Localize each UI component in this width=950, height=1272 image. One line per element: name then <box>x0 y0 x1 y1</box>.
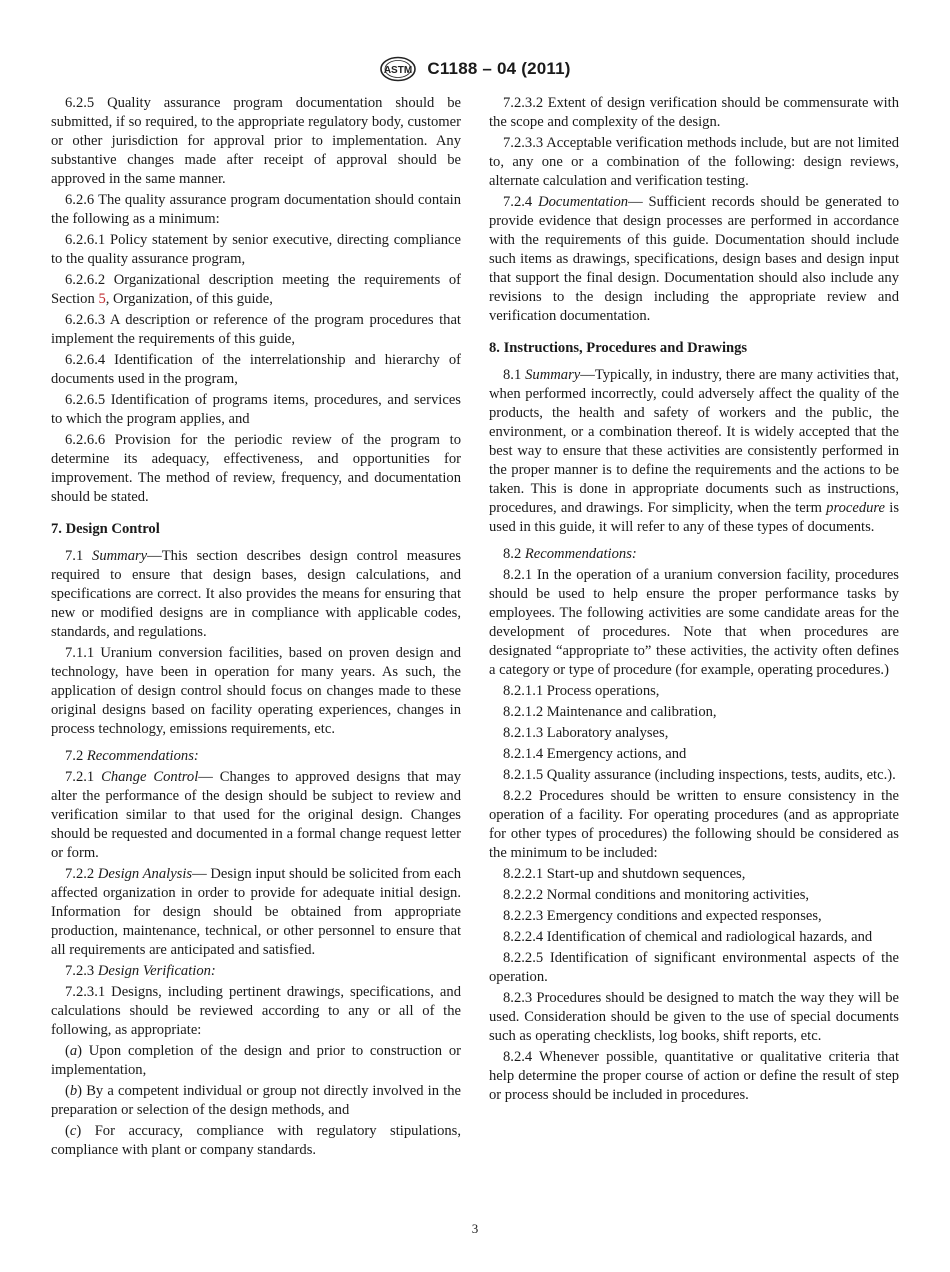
astm-logo-icon <box>379 56 417 82</box>
para-7-2-1: 7.2.1 Change Control— Changes to approved designs that may alter the performance of the design should be subject to review and verification similar to that used for the original design. Changes should be requested and documented in a formal change request letter or form. <box>51 769 462 861</box>
para-8-2-1-4: 8.2.1.4 Emergency actions, and <box>503 746 687 762</box>
page-number: 3 <box>471 1221 479 1236</box>
para-8-2-1: 8.2.1 In the operation of a uranium conversion facility, procedures should be used to help ensure the proper performance tasks by employees. The following activities are some candidate areas for the development of procedures. Note that when procedures are designated “appropriate to” these activities, the activity often defines a category or type of procedure (for example, operating procedures.) <box>489 567 899 678</box>
para-7-2-2: 7.2.2 Design Analysis— Design input should be solicited from each affected organization in order to provide for adequate initial design. Information for design should be obtained from appropriate production, maintenance, technical, or other personnel to ensure that all requirements are anticipated and satisfied. <box>51 866 462 958</box>
para-6-2-6-3: 6.2.6.3 A description or reference of the program procedures that implement the requirements of this guide, <box>51 312 461 347</box>
para-8-2-1-5: 8.2.1.5 Quality assurance (including inspections, tests, audits, etc.). <box>503 767 896 783</box>
para-6-2-5: 6.2.5 Quality assurance program documentation should be submitted, if so required, to the appropriate regulatory body, customer or other jurisdiction for approval prior to implementation. Any substantive changes made after receipt of approval should be approved in the same manner. <box>51 95 461 187</box>
para-8-2-1-1: 8.2.1.1 Process operations, <box>503 683 660 699</box>
para-7-2-3-3: 7.2.3.3 Acceptable verification methods include, but are not limited to, any one or a combination of the following: design reviews, alternate calculation and verification testing. <box>489 135 899 189</box>
para-7-2-3-1: 7.2.3.1 Designs, including pertinent drawings, specifications, and calculations should be reviewed according to any or all of the following, as appropriate: <box>51 984 461 1038</box>
para-7-2-4: 7.2.4 Documentation— Sufficient records should be generated to provide evidence that design processes are performed in accordance with the requirements of this guide. Documentation should include such items as drawings, specifications, design bases and design input that support the final design. Documentation should also include any revisions to the design including the appropriate review and verification documentation. <box>489 194 899 324</box>
para-6-2-6-1: 6.2.6.1 Policy statement by senior executive, directing compliance to the quality assurance program, <box>51 232 461 267</box>
item-a: (a) Upon completion of the design and prior to construction or implementation, <box>51 1043 461 1078</box>
para-8-2-2-5: 8.2.2.5 Identification of significant environmental aspects of the operation. <box>489 950 899 985</box>
para-6-2-6-4: 6.2.6.4 Identification of the interrelationship and hierarchy of documents used in the program, <box>51 352 461 387</box>
para-7-2-3: 7.2.3 Design Verification: <box>65 963 216 979</box>
para-8-2-3: 8.2.3 Procedures should be designed to match the way they will be used. Consideration should be given to the use of special documents such as operating checklists, log books, shift reports, etc. <box>489 990 899 1044</box>
para-8-2-2: 8.2.2 Procedures should be written to ensure consistency in the operation of a facility. For operating procedures (and as appropriate for other types of procedures) the following should be considered as the minimum to be included: <box>489 788 899 861</box>
right-column <box>489 94 899 1107</box>
para-8-2-1-3: 8.2.1.3 Laboratory analyses, <box>503 725 669 741</box>
para-8-2-4: 8.2.4 Whenever possible, quantitative or qualitative criteria that help determine the proper course of action or define the result of step or process should be included in procedures. <box>489 1049 899 1103</box>
section-5-link[interactable]: 5 <box>98 291 106 307</box>
para-8-2-2-3: 8.2.2.3 Emergency conditions and expected responses, <box>503 908 822 924</box>
page-header <box>0 56 950 84</box>
item-c: (c) For accuracy, compliance with regulatory stipulations, compliance with plant or company standards. <box>51 1123 461 1158</box>
para-8-2-1-2: 8.2.1.2 Maintenance and calibration, <box>503 704 717 720</box>
para-7-2: 7.2 Recommendations: <box>65 748 199 764</box>
para-8-2: 8.2 Recommendations: <box>503 546 637 562</box>
left-column <box>51 94 461 1162</box>
para-7-2-3-2: 7.2.3.2 Extent of design verification should be commensurate with the scope and complexity of the design. <box>489 95 899 130</box>
document-designation: C1188 – 04 (2011) <box>427 59 571 78</box>
para-8-2-2-4: 8.2.2.4 Identification of chemical and radiological hazards, and <box>503 929 873 945</box>
para-8-2-2-1: 8.2.2.1 Start-up and shutdown sequences, <box>503 866 746 882</box>
para-7-1: 7.1 Summary—This section describes design control measures required to ensure that design bases, design calculations, and specifications are correct. It also provides the means for ensuring that new or modified designs are in compliance with applicable codes, standards, and regulations. <box>51 548 462 640</box>
para-6-2-6-5: 6.2.6.5 Identification of programs items, procedures, and services to which the program applies, and <box>51 392 461 427</box>
section-8-heading: 8. Instructions, Procedures and Drawings <box>489 340 748 356</box>
section-7-heading: 7. Design Control <box>51 521 160 537</box>
item-b: (b) By a competent individual or group not directly involved in the preparation or selection of the design methods, and <box>51 1083 461 1118</box>
para-7-1-1: 7.1.1 Uranium conversion facilities, based on proven design and technology, have been in operation for many years. As such, the application of design control should focus on changes made to these original designs based on facility operating experiences, changes in process technology, emissions requirements, etc. <box>51 645 461 737</box>
para-8-1: 8.1 Summary—Typically, in industry, there are many activities that, when performed incorrectly, could adversely affect the quality of the products, the health and safety of workers and the public, the environment, or a combination thereof. It is widely accepted that the best way to ensure that these activities are consistently performed in the proper manner is to define the requirements and the actions to be taken. This is done in appropriate documents such as instructions, procedures, and drawings. For simplicity, when the term procedure is used in this guide, it will refer to any of these types of documents. <box>489 367 899 535</box>
para-6-2-6-2: 6.2.6.2 Organizational description meeting the requirements of Section 5, Organization, of this guide, <box>51 272 461 307</box>
svg-text:ASTM: ASTM <box>384 65 413 76</box>
para-8-2-2-2: 8.2.2.2 Normal conditions and monitoring activities, <box>503 887 810 903</box>
para-6-2-6: 6.2.6 The quality assurance program documentation should contain the following as a minimum: <box>51 192 461 227</box>
para-6-2-6-6: 6.2.6.6 Provision for the periodic review of the program to determine its adequacy, effectiveness, and opportunities for improvement. The method of review, frequency, and documentation should be stated. <box>51 432 461 505</box>
